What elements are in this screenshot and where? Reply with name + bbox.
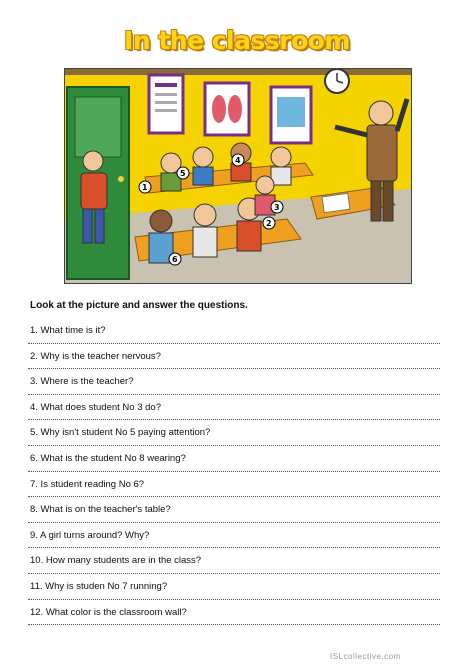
question-text: 6. What is the student No 8 wearing? [30, 452, 186, 464]
question-item [28, 600, 440, 626]
question-text: 1. What time is it? [30, 325, 106, 336]
question-item [28, 574, 440, 600]
question-item [28, 395, 440, 421]
picture-label-1: 1 [142, 183, 148, 192]
question-item [28, 369, 440, 395]
question-text: 12. What color is the classroom wall? [30, 606, 187, 618]
question-item [28, 523, 440, 549]
question-item [28, 420, 440, 446]
picture-label-3: 3 [274, 203, 280, 212]
question-text: 9. A girl turns around? Why? [30, 529, 150, 541]
question-item [28, 497, 440, 523]
question-item [28, 446, 440, 472]
question-text: 3. Where is the teacher? [30, 376, 134, 388]
question-list [28, 318, 440, 625]
watermark: ISLcollective.com [330, 652, 401, 661]
question-text: 11. Why is studen No 7 running? [30, 580, 168, 592]
question-text: 10. How many students are in the class? [30, 555, 202, 567]
question-text: 4. What does student No 3 do? [30, 401, 161, 413]
picture-label-2: 2 [266, 219, 272, 228]
question-text: 8. What is on the teacher's table? [30, 504, 171, 516]
classroom-illustration [64, 68, 412, 284]
worksheet-title: In the classroom [124, 26, 350, 55]
answer-line[interactable] [28, 624, 440, 625]
question-text: 7. Is student reading No 6? [30, 478, 145, 490]
question-item [28, 472, 440, 498]
question-item [28, 344, 440, 370]
picture-label-4: 4 [235, 156, 241, 165]
question-item [28, 548, 440, 574]
picture-label-5: 5 [180, 169, 186, 178]
question-item [28, 318, 440, 344]
question-text: 2. Why is the teacher nervous? [30, 350, 161, 362]
picture-label-6: 6 [172, 255, 178, 264]
question-text: 5. Why isn't student No 5 paying attention? [30, 427, 211, 439]
instructions: Look at the picture and answer the questions. [30, 300, 248, 311]
